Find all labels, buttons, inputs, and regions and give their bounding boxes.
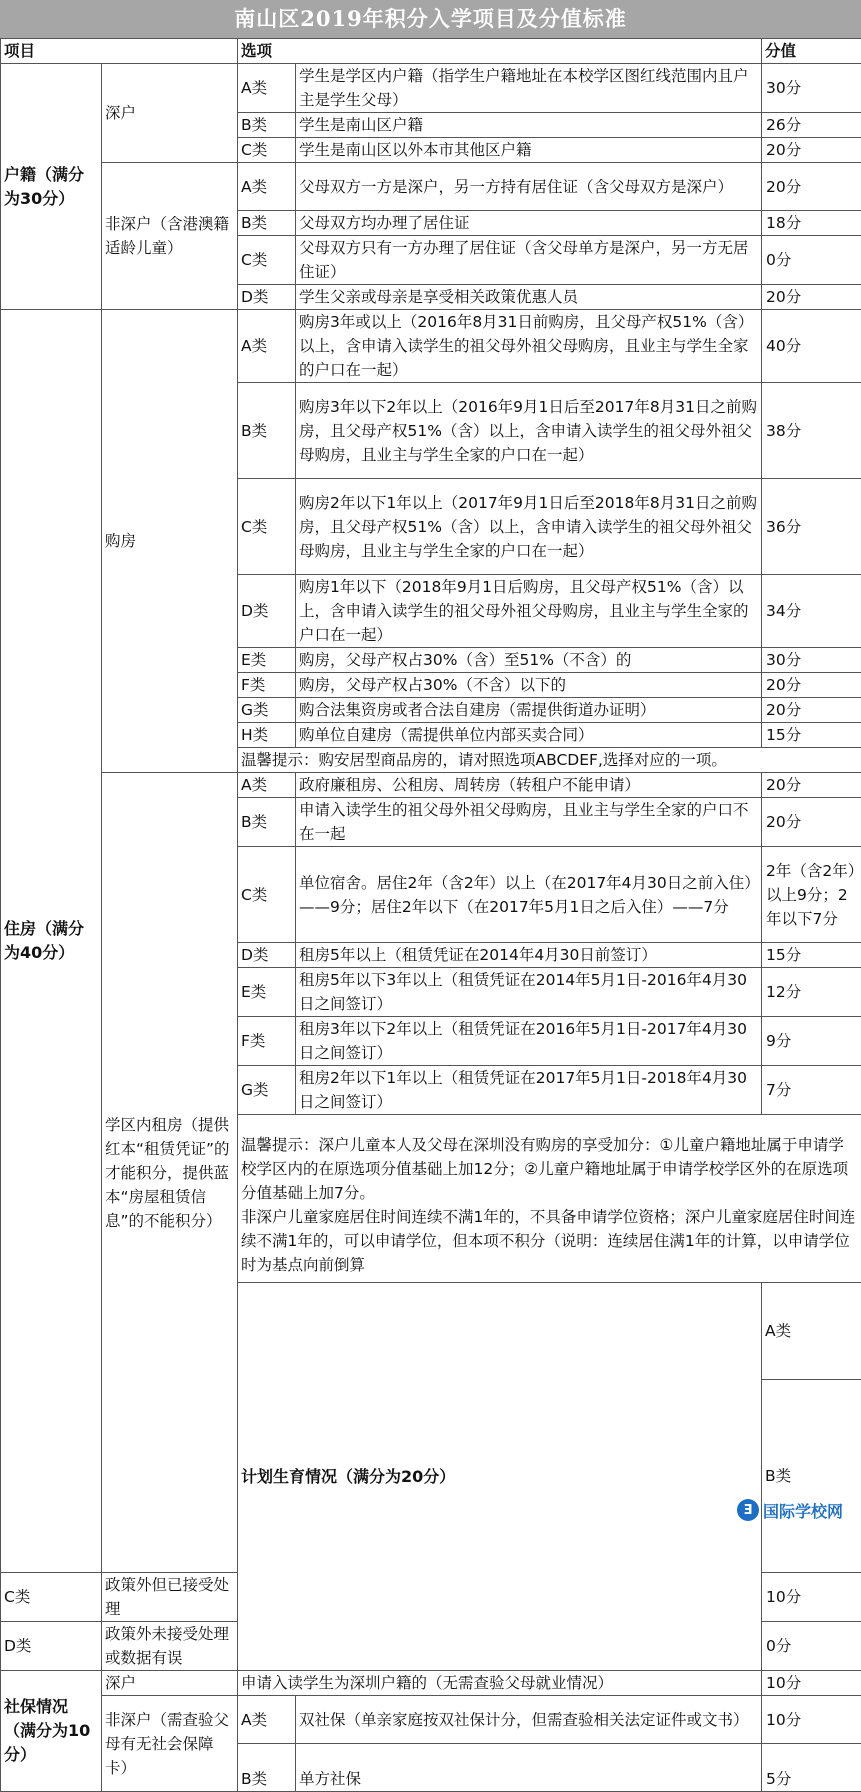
option-desc: 父母双方只有一方办理了居住证（含父母单方是深户，另一方无居住证） [296,236,762,285]
class-label: F类 [238,673,296,698]
subcategory-shebao-shenhu: 深户 [102,1671,238,1696]
option-desc: 购房2年以下1年以上（2017年9月1日后至2018年8月31日之前购房，且父母产权51%（含）以上，含申请入读学生的祖父母外祖父母购房，且业主与学生全家的户口在一起） [296,479,762,575]
category-shebao: 社保情况（满分为10分） [1,1671,102,1792]
score-value: 15分 [762,723,861,748]
score-value: 20分 [762,285,861,310]
category-jihua: 计划生育情况（满分为20分） [238,1283,762,1671]
table-row [1,1696,861,1744]
score-value: 30分 [762,64,861,113]
option-desc: 学生父亲或母亲是享受相关政策优惠人员 [296,285,762,310]
score-value: 36分 [762,479,861,575]
class-label: C类 [1,1573,102,1622]
score-value: 26分 [762,113,861,138]
class-label: D类 [238,575,296,648]
class-label: B类 [762,1380,861,1573]
class-label: C类 [238,847,296,943]
option-desc: 父母双方一方是深户，另一方持有居住证（含父母双方是深户） [296,163,762,211]
score-value: 10分 [762,1671,861,1696]
header-option: 选项 [238,39,762,64]
score-value: 18分 [762,211,861,236]
score-value: 20分 [762,163,861,211]
class-label: D类 [1,1622,102,1671]
class-label: B类 [238,211,296,236]
score-value: 10分 [762,1573,861,1622]
class-label: B类 [238,1744,296,1792]
class-label: A类 [238,773,296,798]
option-desc: 购房3年或以上（2016年8月31日前购房，且父母产权51%（含）以上，含申请入读学生的祖父母外祖父母购房，且业主与学生全家的户口在一起） [296,310,762,383]
score-value: 20分 [762,798,861,847]
option-desc: 单方社保 [296,1744,762,1792]
class-label: H类 [238,723,296,748]
score-value: 5分 [762,1744,861,1792]
class-label: F类 [238,1017,296,1066]
table-row [1,310,861,383]
option-desc: 购房3年以下2年以上（2016年9月1日后至2017年8月31日之前购房，且父母产权51%（含）以上，含申请入读学生的祖父母外祖父母购房，且业主与学生全家的户口在一起） [296,383,762,479]
header-row [1,39,861,64]
zufang-tips [238,1115,861,1283]
watermark-logo-icon: Ǝ [737,1499,759,1521]
score-value: 15分 [762,943,861,968]
class-label: G类 [238,1066,296,1115]
option-desc: 学生是南山区以外本市其他区户籍 [296,138,762,163]
class-label: B类 [238,113,296,138]
score-value: 34分 [762,575,861,648]
class-label: A类 [238,64,296,113]
class-label: A类 [238,1696,296,1744]
option-desc: 父母双方均办理了居住证 [296,211,762,236]
category-zhufang: 住房（满分为40分） [1,310,102,1573]
option-desc: 学生是南山区户籍 [296,113,762,138]
score-value: 9分 [762,1017,861,1066]
subcategory-shebao-feishen: 非深户（需查验父母有无社会保障卡） [102,1696,238,1792]
option-desc: 申请入读学生的祖父母外祖父母购房，且业主与学生全家的户口不在一起 [296,798,762,847]
score-value: 0分 [762,236,861,285]
subcategory-shenhu: 深户 [102,64,238,163]
option-desc: 租房3年以下2年以上（租赁凭证在2016年5月1日-2017年4月30日之间签订） [296,1017,762,1066]
subcategory-goufang: 购房 [102,310,238,773]
class-label: A类 [238,163,296,211]
score-value: 30分 [762,648,861,673]
watermark-text: 国际学校网 [763,1499,843,1522]
subcategory-zufang: 学区内租房（提供红本“租赁凭证”的才能积分，提供蓝本“房屋租赁信息”的不能积分） [102,773,238,1573]
table-row [1,773,861,798]
goufang-tip: 温馨提示：购安居型商品房的，请对照选项ABCDEF,选择对应的一项。 [238,748,861,773]
score-value: 2年（含2年）以上9分；2年以下7分 [762,847,861,943]
class-label: B类 [238,798,296,847]
option-desc: 政府廉租房、公租房、周转房（转租户不能申请） [296,773,762,798]
header-score: 分值 [762,39,861,64]
option-desc: 单位宿舍。居住2年（含2年）以上（在2017年4月30日之前入住）——9分；居住2年以下（在2017年5月1日之后入住）——7分 [296,847,762,943]
zufang-tip-2: 非深户儿童家庭居住时间连续不满1年的，不具备申请学位资格；深户儿童家庭居住时间连续不满1年的，可以申请学位，但本项不积分（说明：连续居住满1年的计算，以申请学位时为基点向前倒算 [241,1205,858,1277]
score-value: 20分 [762,698,861,723]
class-label: A类 [238,310,296,383]
option-desc: 租房5年以下3年以上（租赁凭证在2014年5月1日-2016年4月30日之间签订） [296,968,762,1017]
score-table [0,38,861,1792]
class-label: A类 [762,1283,861,1380]
table-row [1,1671,861,1696]
score-value: 10分 [762,1696,861,1744]
category-huji: 户籍（满分为30分） [1,64,102,310]
option-desc: 购房1年以下（2018年9月1日后购房，且父母产权51%（含）以上，含申请入读学生的祖父母外祖父母购房，且业主与学生全家的户口在一起） [296,575,762,648]
option-desc: 购房，父母产权占30%（含）至51%（不含）的 [296,648,762,673]
class-label: E类 [238,968,296,1017]
option-desc: 申请入读学生为深圳户籍的（无需查验父母就业情况） [238,1671,762,1696]
option-desc: 双社保（单亲家庭按双社保计分，但需查验相关法定证件或文书） [296,1696,762,1744]
class-label: C类 [238,236,296,285]
table-row [1,64,861,113]
class-label: C类 [238,138,296,163]
class-label: C类 [238,479,296,575]
option-desc: 购房，父母产权占30%（不含）以下的 [296,673,762,698]
class-label: G类 [238,698,296,723]
zufang-tip-1: 温馨提示：深户儿童本人及父母在深圳没有购房的享受加分：①儿童户籍地址属于申请学校学区内的在原选项分值基础上加12分；②儿童户籍地址属于申请学校学区外的在原选项分值基础上加7分。 [241,1133,858,1205]
score-value: 20分 [762,138,861,163]
option-desc: 租房5年以上（租赁凭证在2014年4月30日前签订） [296,943,762,968]
option-desc: 租房2年以下1年以上（租赁凭证在2017年5月1日-2018年4月30日之间签订） [296,1066,762,1115]
class-label: D类 [238,285,296,310]
option-desc: 学生是学区内户籍（指学生户籍地址在本校学区图红线范围内且户主是学生父母） [296,64,762,113]
score-value: 40分 [762,310,861,383]
option-desc: 政策外未接受处理或数据有误 [102,1622,238,1671]
page-title: 南山区2019年积分入学项目及分值标准 [0,0,861,38]
subcategory-feishen: 非深户（含港澳籍适龄儿童） [102,163,238,310]
option-desc: 政策外但已接受处理 [102,1573,238,1622]
option-desc: 购合法集资房或者合法自建房（需提供街道办证明） [296,698,762,723]
score-value: 20分 [762,673,861,698]
option-desc: 购单位自建房（需提供单位内部买卖合同） [296,723,762,748]
score-value: 7分 [762,1066,861,1115]
score-value: 20分 [762,773,861,798]
class-label: B类 [238,383,296,479]
score-value: 0分 [762,1622,861,1671]
header-item: 项目 [1,39,238,64]
score-value: 38分 [762,383,861,479]
table-row [1,163,861,211]
score-value: 12分 [762,968,861,1017]
class-label: D类 [238,943,296,968]
class-label: E类 [238,648,296,673]
watermark [737,1498,855,1522]
